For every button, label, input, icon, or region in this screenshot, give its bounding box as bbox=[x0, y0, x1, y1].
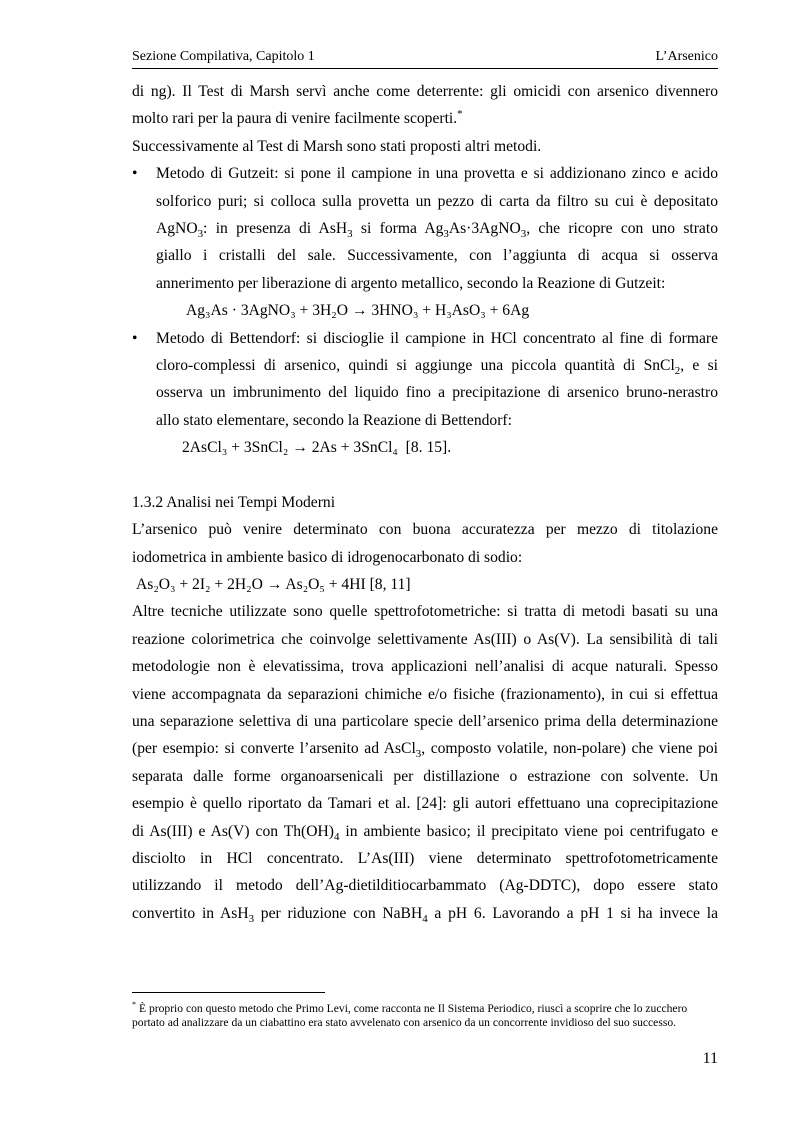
footnote-mark: * bbox=[132, 1000, 137, 1010]
running-header bbox=[132, 48, 718, 69]
text-span: molto rari per la paura di venire facilmente scoperti. bbox=[132, 110, 458, 128]
footnote-reference: * bbox=[457, 108, 463, 121]
bullet-icon: • bbox=[132, 329, 138, 347]
subscript: 4 bbox=[422, 912, 428, 925]
text-span: AgNO bbox=[156, 220, 198, 238]
subscript: 3 bbox=[520, 228, 527, 241]
text-line: annerimento per liberazione di argento metallico, secondo la Reazione di Gutzeit: bbox=[156, 274, 666, 292]
footnote bbox=[132, 1002, 718, 1030]
text-span: (per esempio: si converte l’arsenito ad AsCl bbox=[132, 740, 416, 758]
subscript: 3 bbox=[415, 748, 422, 761]
text-line: disciolto in HCl concentrato. L’As(III) viene determinato spettrofotometricamente bbox=[132, 849, 718, 867]
equation-body: As₂O₃ + 2I₂ + 2H₂O → As₂O₅ + 4HI bbox=[136, 575, 366, 593]
text-line: di ng). Il Test di Marsh servì anche come deterrente: gli omicidi con arsenico divennero bbox=[132, 83, 718, 100]
equation-body: 2AsCl₃ + 3SnCl₂ → 2As + 3SnCl₄ bbox=[182, 439, 398, 457]
citation: [8. 15]. bbox=[405, 439, 452, 457]
equation-bettendorf bbox=[156, 434, 718, 461]
text-span: : in presenza di AsH bbox=[203, 220, 348, 238]
text-line: esempio è quello riportato da Tamari et al. [24]: gli autori effettuano una coprecipitazione bbox=[132, 795, 718, 813]
spacer bbox=[132, 462, 718, 489]
subscript: 2 bbox=[674, 365, 681, 378]
text-line: metodologie non è elevatissima, trova applicazioni nell’analisi di acque naturali. Spesso bbox=[132, 658, 718, 676]
citation: [8, 11] bbox=[369, 575, 411, 593]
text-line: Metodo di Gutzeit: si pone il campione in una provetta e si addizionano zinco e acido bbox=[156, 165, 718, 183]
header-chapter-title: L’Arsenico bbox=[655, 49, 718, 64]
text-line: solforico puri; si colloca sulla provetta un pezzo di carta da filtro su cui è depositato bbox=[156, 192, 718, 210]
text-line bbox=[132, 105, 718, 132]
paragraph: Successivamente al Test di Marsh sono stati proposti altri metodi. bbox=[132, 137, 542, 155]
subscript: 3 bbox=[197, 228, 204, 241]
text-line: giallo i cristalli del sale. Successivamente, con l’aggiunta di acqua si osserva bbox=[156, 247, 718, 265]
text-span: , composto volatile, non-polare) che viene poi bbox=[421, 740, 718, 758]
text-span: in ambiente basico; il precipitato viene poi centrifugato e bbox=[339, 822, 718, 840]
subscript: 3 bbox=[347, 228, 353, 241]
page-number: 11 bbox=[702, 1050, 718, 1067]
text-line bbox=[156, 352, 718, 379]
text-span: , che ricopre con uno strato bbox=[526, 220, 718, 238]
bullet-icon: • bbox=[132, 165, 138, 183]
text-span: di As(III) e As(V) con Th(OH) bbox=[132, 822, 334, 840]
list-item-bettendorf bbox=[132, 325, 718, 462]
equation-gutzeit: Ag₃As · 3AgNO₃ + 3H₂O → 3HNO₃ + H₃AsO₃ + 6Ag bbox=[186, 302, 530, 320]
text-span: a pH 6. Lavorando a pH 1 si ha invece la bbox=[427, 904, 718, 922]
text-span: cloro-complessi di arsenico, quindi si aggiunge una piccola quantità di SnCl bbox=[156, 357, 675, 375]
header-section: Sezione Compilativa, Capitolo 1 bbox=[132, 49, 315, 64]
text-line: L’arsenico può venire determinato con buona accuratezza per mezzo di titolazione bbox=[132, 521, 718, 539]
subscript: 4 bbox=[333, 830, 340, 843]
text-line bbox=[132, 818, 718, 845]
text-span: As·3AgNO bbox=[448, 220, 521, 238]
text-line: iodometrica in ambiente basico di idrogenocarbonato di sodio: bbox=[132, 548, 523, 566]
text-span: si forma Ag bbox=[352, 220, 444, 238]
text-line: Altre tecniche utilizzate sono quelle spettrofotometriche: si tratta di metodi basati su una bbox=[132, 603, 718, 621]
text-span: per riduzione con NaBH bbox=[254, 904, 423, 922]
section-heading: 1.3.2 Analisi nei Tempi Moderni bbox=[132, 493, 336, 511]
text-line bbox=[156, 215, 718, 242]
text-line: osserva un imbrunimento del liquido fino a precipitazione di arsenico bruno-nerastro bbox=[156, 384, 718, 402]
text-line: allo stato elementare, secondo la Reazione di Bettendorf: bbox=[156, 411, 512, 429]
text-span: convertito in AsH bbox=[132, 904, 249, 922]
footnote-text: È proprio con questo metodo che Primo Levi, come racconta ne Il Sistema Periodico, riuscì a scoprire che lo zucchero portato ad analizzare da un ciabattino era stato avvelenato con arsenico da un concorrente invidioso del suo successo. bbox=[132, 1002, 688, 1029]
text-line: reazione colorimetrica che coinvolge selettivamente As(III) o As(V). La sensibilità di tali bbox=[132, 630, 718, 648]
text-line: viene accompagnata da separazioni chimiche e/o fisiche (frazionamento), in cui si effettua bbox=[132, 685, 718, 703]
text-line: una separazione selettiva di una particolare specie dell’arsenico prima della determinazione bbox=[132, 712, 718, 730]
list-item-gutzeit bbox=[132, 160, 718, 324]
text-line bbox=[132, 735, 718, 762]
footnote-separator bbox=[132, 992, 325, 993]
equation-iodometric bbox=[132, 571, 718, 598]
main-text bbox=[132, 78, 718, 927]
subscript: 3 bbox=[443, 228, 449, 241]
text-line: separata dalle forme organoarsenicali per distillazione o estrazione con solvente. Un bbox=[132, 767, 718, 785]
text-line: utilizzando il metodo dell’Ag-dietilditiocarbammato (Ag-DDTC), dopo essere stato bbox=[132, 877, 718, 895]
text-span: , e si bbox=[680, 357, 718, 375]
text-line: Metodo di Bettendorf: si discioglie il campione in HCl concentrato al fine di formare bbox=[156, 329, 718, 347]
text-line bbox=[132, 900, 718, 927]
subscript: 3 bbox=[248, 912, 255, 925]
